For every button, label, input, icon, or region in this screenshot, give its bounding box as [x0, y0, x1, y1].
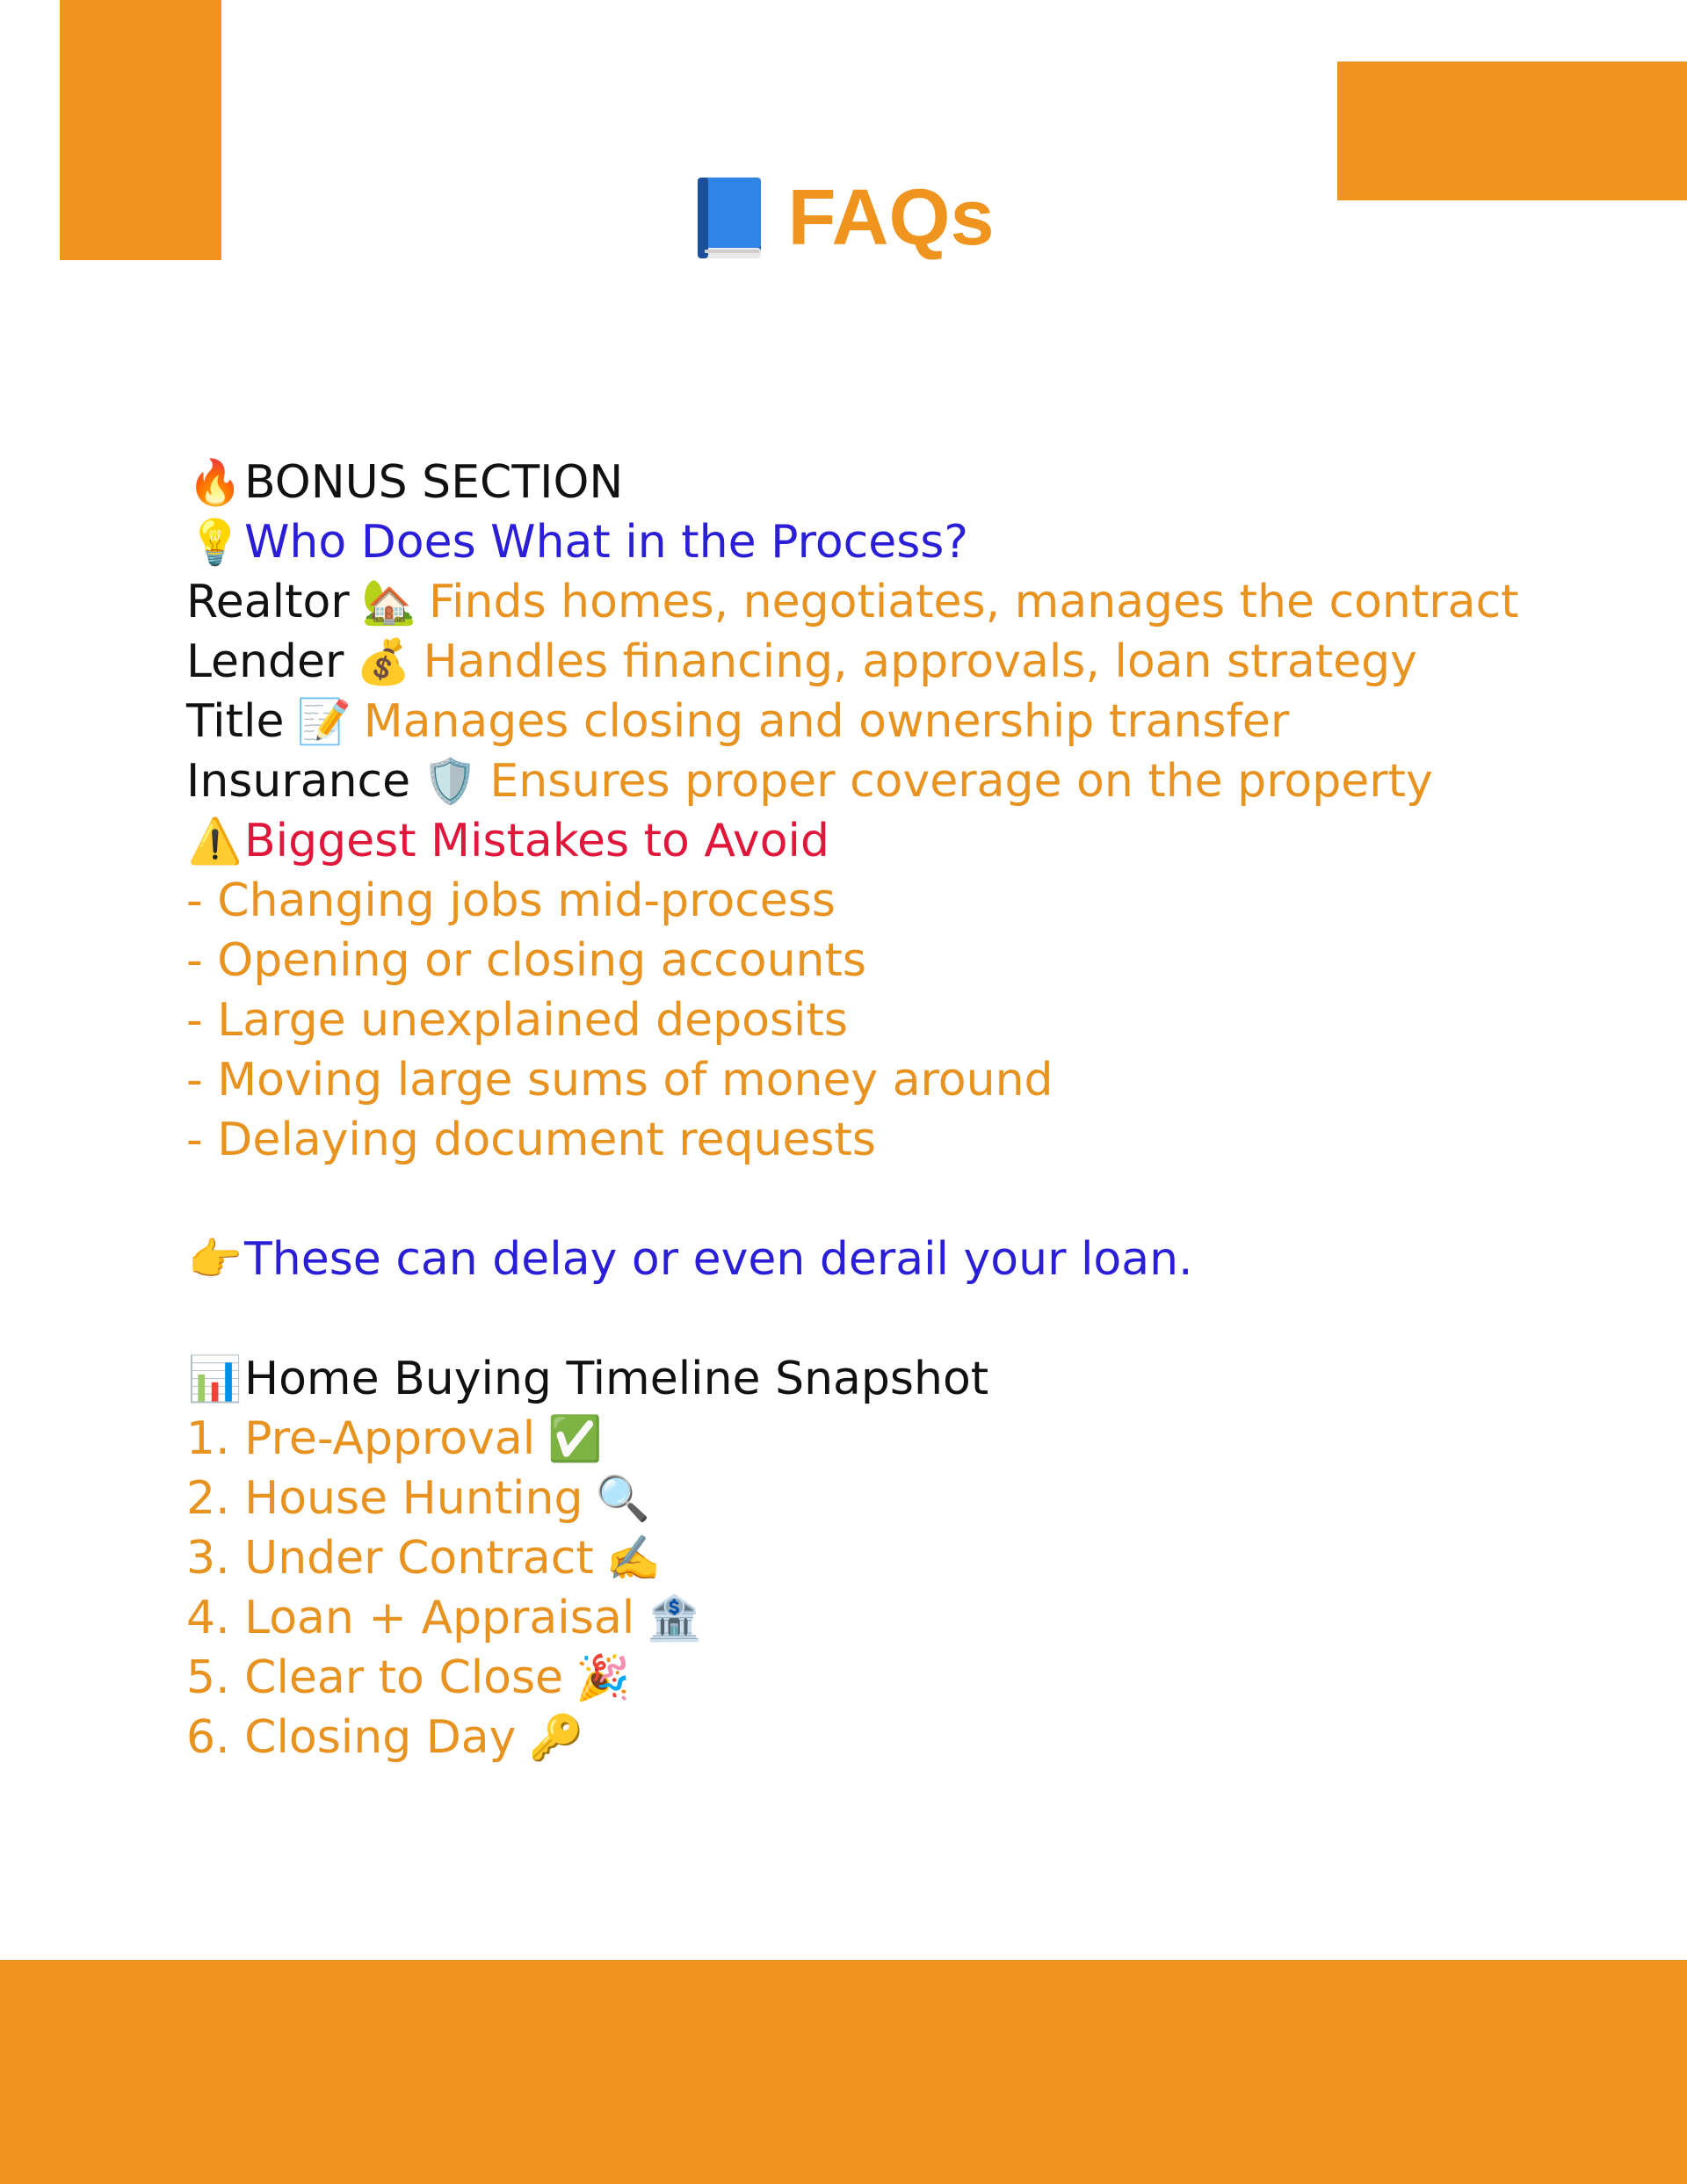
role-description: Ensures proper coverage on the property: [489, 755, 1433, 808]
faq-content: [186, 453, 1636, 1767]
shield-icon: 🛡️: [423, 756, 478, 807]
timeline-step-label: 3. Under Contract: [186, 1532, 594, 1585]
role-description: Finds homes, negotiates, manages the contract: [428, 576, 1519, 628]
timeline-step: [186, 1648, 1636, 1708]
role-name: Realtor: [186, 576, 350, 628]
list-item: - Moving large sums of money around: [186, 1054, 1053, 1107]
mistakes-heading: [186, 811, 1636, 871]
role-name: Lender: [186, 635, 344, 688]
list-item: - Changing jobs mid-process: [186, 874, 836, 927]
roles-heading-text: Who Does What in the Process?: [244, 516, 969, 569]
timeline-heading-text: Home Buying Timeline Snapshot: [244, 1353, 989, 1405]
timeline-step: [186, 1409, 1636, 1469]
warning-note: [186, 1230, 1636, 1289]
spacer: [186, 1289, 1636, 1349]
timeline-step: [186, 1469, 1636, 1528]
roles-heading: [186, 512, 1636, 572]
timeline-step: [186, 1588, 1636, 1648]
timeline-step-label: 1. Pre-Approval: [186, 1412, 536, 1465]
role-name: Insurance: [186, 755, 411, 808]
fire-icon: 🔥: [187, 457, 243, 508]
warning-icon: ⚠️: [187, 816, 243, 867]
list-item: - Large unexplained deposits: [186, 994, 848, 1047]
memo-icon: 📝: [296, 696, 351, 747]
check-mark-icon: ✅: [547, 1413, 603, 1464]
bank-icon: 🏦: [647, 1593, 702, 1643]
role-name: Title: [186, 695, 285, 748]
role-item-lender: [186, 632, 1636, 692]
role-description: Handles financing, approvals, loan strategy: [423, 635, 1417, 688]
pointing-hand-icon: 👉: [187, 1234, 243, 1285]
house-icon: 🏡: [361, 577, 416, 628]
party-popper-icon: 🎉: [576, 1652, 631, 1703]
spacer: [186, 1170, 1636, 1230]
bonus-section-title: BONUS SECTION: [244, 456, 624, 509]
bar-chart-icon: 📊: [187, 1353, 243, 1404]
money-bag-icon: 💰: [356, 636, 411, 687]
bonus-section-heading: [186, 453, 1636, 512]
book-icon: [692, 174, 768, 262]
role-item-realtor: [186, 572, 1636, 632]
key-icon: 🔑: [528, 1712, 583, 1763]
page-title: [0, 165, 1687, 271]
timeline-step-label: 6. Closing Day: [186, 1711, 517, 1764]
writing-hand-icon: ✍️: [605, 1533, 662, 1584]
page-title-text: FAQs: [787, 173, 995, 262]
role-description: Manages closing and ownership transfer: [363, 695, 1290, 748]
warning-note-text: These can delay or even derail your loan.: [244, 1233, 1193, 1286]
list-item: - Delaying document requests: [186, 1114, 877, 1166]
timeline-step-label: 4. Loan + Appraisal: [186, 1592, 635, 1644]
lightbulb-icon: 💡: [187, 517, 243, 568]
timeline-step-label: 2. House Hunting: [186, 1472, 583, 1525]
footer-band: [0, 1960, 1687, 2184]
timeline-step-label: 5. Clear to Close: [186, 1651, 564, 1704]
mistakes-heading-text: Biggest Mistakes to Avoid: [244, 815, 829, 867]
timeline-heading: [186, 1349, 1636, 1409]
role-item-insurance: [186, 751, 1636, 811]
role-item-title: [186, 692, 1636, 751]
list-item: - Opening or closing accounts: [186, 934, 866, 987]
magnifying-glass-icon: 🔍: [595, 1473, 650, 1524]
timeline-step: [186, 1708, 1636, 1767]
timeline-step: [186, 1528, 1636, 1588]
